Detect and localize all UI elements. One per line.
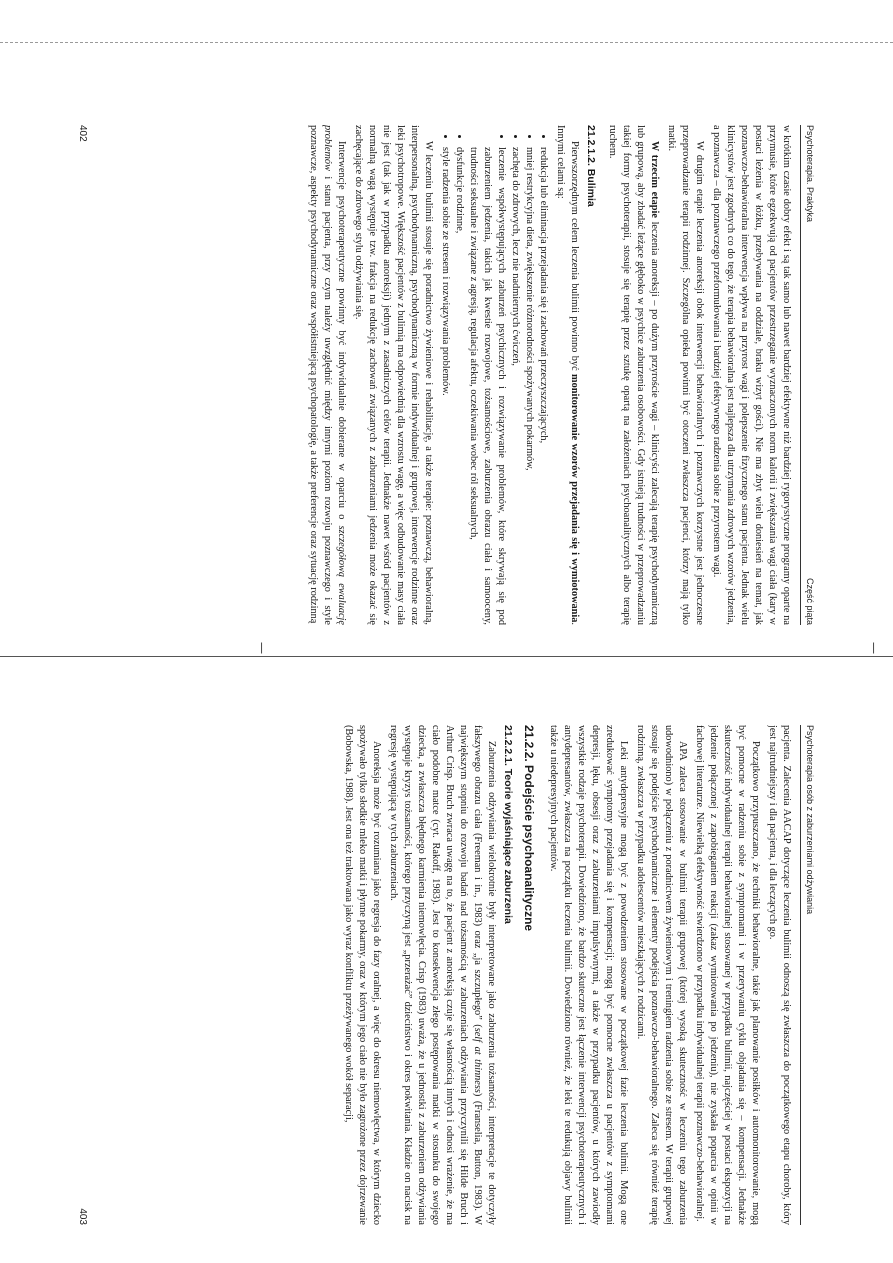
paragraph: Leki antydepresyjne mogą być z powodzeniem stosowane w początkowej fazie leczenia bulimii. Mogą one zredukować symptomy przejadania się i kompensacji; mogą być pomocne zwłaszcza u pacjentów z symptomami depresji, lęku, obsesji oraz z zaburzeniami impulsywnymi, a także w przypadku pacjentów, u których zawiodły wszystkie rodzaje psychoterapii. Dowiedziono, że bardzo skuteczne jest łączenie interwencji psychoterapeutycznych i antydepresantów, zwłaszcza na początku leczenia bulimii. Dowiedziono również, że leki te redukują objawy bulimii także u niedepresyjnych pacjentów. [547,725,629,1225]
gutter-mark-right: | [872,640,876,654]
goals-list [438,125,550,625]
section-heading-bulimia: 21.2.1.2. Bulimia [584,125,597,207]
paragraph-text: leczenia anoreksji – po dużym przyroście wagi – klinicyści zalecają terapię psychodynamiczną lub grupową, aby zbadać leżące głęboko w psychice zaburzenia osobowości. Gdy istnieją trudności w przeprowadzaniu takiej formy psychoterapii, stosuje się terapię przez sztukę opartą na założeniach psychoanalitycznych albo terapię ruchem. [606,125,660,625]
scan-edge-top [0,42,893,43]
list-item: • mniej restrykcyjna dieta, zwiększenie różnorodności spożywanych pokarmów, [522,147,536,625]
paragraph-text: ) (Franselia, Button, 1983). W największym stopniu do rozwoju badań nad tożsamością w zaburzeniach odżywiania przyczynili się Hilde Bruch i Arthur Crisp. Bruch zwraca uwagę na to, że pacjent z anoreksją czuje się własnością innych i odnosi wrażenie, że ma ciało podobne matce (cyt. Rakoff, 1983). Jest to konsekwencja złego postępowania matki w stosunku do swojego dziecka, a zwłaszcza błędnego karmienia niemowlęcia. Crisp (1983) uważa, że u jednostki z zaburzeniem odżywiania występuje kryzys tożsamości, którego przyczyną jest „przerażać” dzieciństwo i okres pokwitania. Kładzie on nacisk na regresję występującą w tych zaburzeniach. [387,725,483,1225]
page-number: 403 [76,1208,88,1225]
paragraph: W drugim etapie leczenia anoreksji obok interwencji behawioralnych i poznawczych korzystne jest jednoczesne przeprowadzanie terapii rodzinnej. Szczególna opieka powinni być otoczeni zwłaszcza pacjenci, którzy mają tylko matki. [665,125,705,625]
paragraph-theories [386,725,498,1225]
list-item: • redukcja lub eliminacja przejadania się i zachowań przeczyszczających, [536,147,550,625]
list-item: • leczenie współwystępujących zaburzeń psychicznych i rozwiązywanie problemów, które skrywają się pod zaburzeniem jedzenia, takich jak kwestie rozwojowe, tożsamościowe, zaburzenia obrazu ciała i samooceny, trudności seksualne i związane z agresją, regulacja afektu, oczekiwania wobec ról seksualnych, [466,147,508,625]
subsection-heading-theories: 21.2.2.1. Teorie wyjaśniające zaburzenia [501,725,514,924]
running-head [800,725,817,1225]
running-head-part: Część piąta [804,577,815,625]
bold-phrase: monitorowanie wzorów przejadania się i wymiotowania [568,374,580,623]
paragraph-text: Pierwszorzędnym celem leczenia bulimii powinno być [568,141,580,375]
paragraph-text: i stanu pacjenta, przy czym należy uwzględnić między innymi poziom rozwoju poznawczego i style poznawcze, aspekty psychodynamiczne oraz współistniejącą psychopatologię, a także preferencje oraz sytuację rodzinną [307,125,333,625]
paragraph: APA zaleca stosowanie w bulimii terapii grupowej (której wysoką skuteczność w leczeniu tego zaburzenia udowodniono) w połączeniu z poradnictwem żywieniowym i treningiem radzenia sobie ze stresem. W terapii grupowej stosuje się podejście psychodynamiczne i elementy podejścia poznawczo-behawioralnego. Zaleca się również terapię rodzinną, zwłaszcza w przypadku adolescentów mieszkających z rodzicami. [634,725,688,1225]
list-item: • dysfunkcje rodzinne, [452,147,466,625]
running-head-chapter: Psychoterapia osób z zaburzeniami odżywiania [804,725,815,915]
running-head-book-title: Psychoterapia. Praktyka [804,125,815,223]
italic-phrase: self at thinness [471,1027,483,1093]
paragraph: pacjenta. Zalecenia AACAP dotyczące leczenia bulimii odnoszą się zwłaszcza do początkowego etapu choroby, który jest najtrudniejszy i dla pacjenta, i dla leczących go. [766,725,792,1225]
page-body [99,725,793,1225]
section-heading-psychoanalytic: 21.2.2. Podejście psychoanalityczne [521,725,536,932]
italic-phrase: szczegółową ewaluację problemów [321,125,347,625]
page-body [99,125,793,625]
paragraph: W leczeniu bulimii stosuje się poradnictwo żywieniowe i rehabilitację, a także terapie: poznawczą, behawioralną, interpersonalną, psychodynamiczną, psychodynamiczną w formie indywidualnej i grupowej, interwencje rodzinne oraz leki psychotropowe. Większość pacjentów z bulimią ma odpowiednią dla wzrostu wagę, a więc odbudowanie masy ciała nie jest (tak jak w przypadku anoreksji) jednym z zasadniczych celów terapii. Jednakże nawet wśród pacjentów z normalną wagą występuje tzw. frakcja na redukcję zachowań związanych z zaburzeniami jedzenia może okazać się zachęcające do zdrowego stylu odżywiania się. [352,125,434,625]
list-item: • zachęta do zdrowych, lecz nie nadmiernych ćwiczeń, [508,147,522,625]
bold-phrase: W trzecim etapie [648,141,660,218]
running-head [800,125,817,625]
book-gutter [0,656,893,657]
paragraph: Początkowo przypuszczano, że techniki behawioralne, takie jak planowanie posiłków i automonitorowanie, mogą być pomocne w radzeniu sobie z symptomami i w przerywaniu cyklu objadania się – kompensacji. Jednakże skuteczność indywidualnej terapii behawioralnej stosowanej w przypadku bulimii, najczęściej w postaci ekspozycji na jedzenie połączonej z zapobieganiem reakcji (zakaz wymiotowania po jedzeniu), nie zyskała poparcia w opinii w fachowej literaturze. Niewielką efektywność stwierdzono w przypadku indywidualnej terapii poznawczo-behawioralnej. [693,725,761,1225]
paragraph: w krótkim czasie dobry efekt i są tak samo lub nawet bardziej efektywne niż bardziej rygorystyczne programy oparte na przymusie, które egzekwują od pacjentów przestrzeganie wyznaczonych norm kalorii i zwiększania wagi ciała (kary w postaci leżenia w łóżku, przebywania na oddziale, braku wizyt gości). Nie ma zbyt wielu doniesień na temat, jak poznawczo-behawioralna interwencja wpływa na przyrost wagi i polepszenie fizycznego stanu pacjenta. Jednak wielu klinicystów jest zgodnych co do tego, że terapia behawioralna jest najlepsza dla utrzymania zdrowych wzorów jedzenia, a poznawcza – dla poznawczego przeformułowania i bardziej efektywnego radzenia sobie z przyrostem wagi. [710,125,792,625]
paragraph: Anoreksja może być rozumiana jako regresja do fazy oralnej, a więc do okresu niemowlęctwa, w którym dziecko spożywało tylko słodkie mleko matki i płynne pokarmy, oraz w którym jego ciało nie było zagrożone przez dojrzewanie (Bobowska, 1988). Jest ona też traktowana jako wyraz konfliktu przeżywanego wokół separacji, [342,725,382,1225]
paragraph-bulimia-intro [553,125,581,625]
gutter-mark-left: | [260,640,264,654]
page-number: 402 [76,125,88,142]
paragraph-final [306,125,348,625]
paragraph-text: Zaburzenia odżywiania wielokrotnie były interpretowane jako zaburzenia tożsamości, interpretacje te dotyczyły fałszywego obrazu ciała (Freeman i in., 1983) oraz „ja szczupłego” ( [471,725,497,1225]
list-item: • style radzenia sobie ze stresem i rozwiązywania problemów. [438,147,452,625]
page-402 [77,125,817,625]
paragraph-third-stage [605,125,661,625]
paragraph-text: Interwencje psychoterapeutyczne powinny być indywidualnie dobierane w oparciu o [335,141,347,526]
page-403 [77,725,817,1225]
paragraph-text: . Innymi celami są: [554,125,580,625]
